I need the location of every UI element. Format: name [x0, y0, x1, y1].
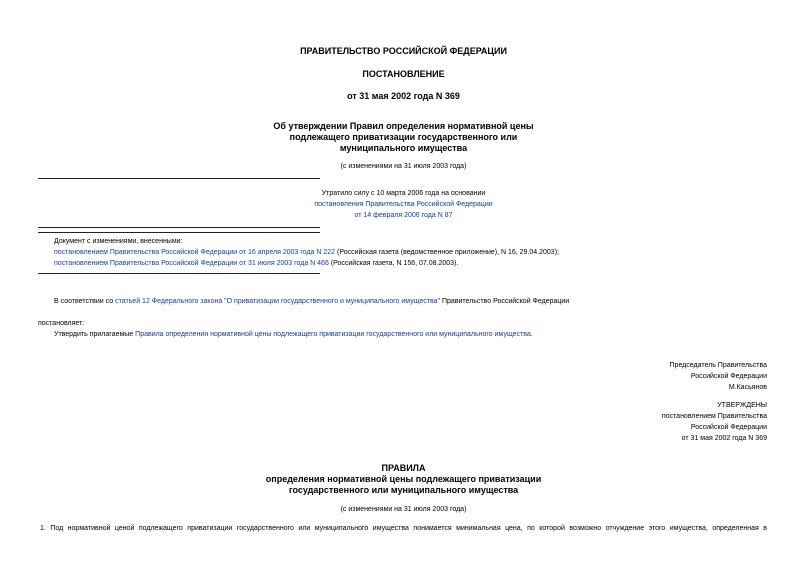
- preamble-text-end: Правительство Российской Федерации: [440, 298, 570, 305]
- changes-note: (с изменениями на 31 июля 2003 года): [340, 163, 467, 170]
- preamble-text: В соответствии со: [54, 298, 116, 305]
- amendment-item-2: [54, 259, 458, 269]
- preamble-paragraph: [54, 297, 569, 307]
- amendment-link-2[interactable]: постановлением Правительства Российской Федерации от 31 июля 2003 года N 466: [54, 260, 329, 267]
- divider: [38, 178, 320, 179]
- approved-line-3: Российской Федерации: [690, 424, 767, 431]
- amendment-item-1: [54, 248, 559, 258]
- approved-line-4: от 31 мая 2002 года N 369: [681, 435, 767, 442]
- rules-title: ПРАВИЛА: [381, 463, 426, 473]
- rules-link[interactable]: Правила определения нормативной цены подлежащего приватизации государственного или муниципального имущества: [135, 331, 531, 338]
- rules-subtitle-1: определения нормативной цены подлежащего приватизации: [265, 474, 542, 484]
- amendment-link-1[interactable]: постановлением Правительства Российской Федерации от 16 апреля 2003 года N 222: [54, 249, 336, 256]
- amendments-intro: Документ с изменениями, внесенными:: [54, 238, 183, 245]
- doc-title-line-2: подлежащего приватизации государственного или: [289, 132, 518, 142]
- doc-type: ПОСТАНОВЛЕНИЕ: [362, 69, 445, 79]
- rules-subtitle-2: государственного или муниципального имущества: [288, 485, 519, 495]
- signature-position-2: Российской Федерации: [690, 373, 767, 380]
- doc-title-line-1: Об утверждении Правил определения нормативной цены: [273, 121, 534, 131]
- lost-force-text: Утратило силу с 10 марта 2006 года на основании: [321, 190, 486, 197]
- divider: [38, 273, 320, 274]
- doc-title-line-3: муниципального имущества: [339, 143, 468, 153]
- org-name: ПРАВИТЕЛЬСТВО РОССИЙСКОЙ ФЕДЕРАЦИИ: [300, 46, 507, 56]
- rules-item-1: 1. Под нормативной ценой подлежащего приватизации государственного или муниципального имущества понимается минимальная цена, по которой возможно отчуждение этого имущества, определенная в: [40, 525, 767, 532]
- approval-text: Утвердить прилагаемые: [54, 331, 136, 338]
- approval-paragraph: [54, 330, 533, 340]
- signature-position: Председатель Правительства: [669, 362, 767, 369]
- approved-title: УТВЕРЖДЕНЫ: [717, 402, 767, 409]
- rules-changes-note: (с изменениями на 31 июля 2003 года): [340, 506, 467, 513]
- approval-text-end: .: [530, 331, 533, 338]
- amendment-source-1: (Российская газета (ведомственное приложение), N 16, 29.04.2003);: [335, 249, 559, 256]
- amendment-source-2: (Российская газета, N 156, 07.08.2003).: [328, 260, 459, 267]
- approved-line-2: постановлением Правительства: [661, 413, 767, 420]
- decree-word: постановляет:: [38, 320, 85, 327]
- signature-name: М.Касьянов: [728, 384, 767, 391]
- law-article-link[interactable]: статьей 12 Федерального закона "О приватизации государственного и муниципального имущества": [115, 298, 440, 305]
- divider: [38, 227, 320, 228]
- lost-force-link-2[interactable]: от 14 февраля 2006 года N 87: [354, 212, 453, 219]
- doc-date-number: от 31 мая 2002 года N 369: [347, 91, 460, 101]
- divider: [38, 232, 320, 233]
- lost-force-link-1[interactable]: постановления Правительства Российской Федерации: [314, 201, 493, 208]
